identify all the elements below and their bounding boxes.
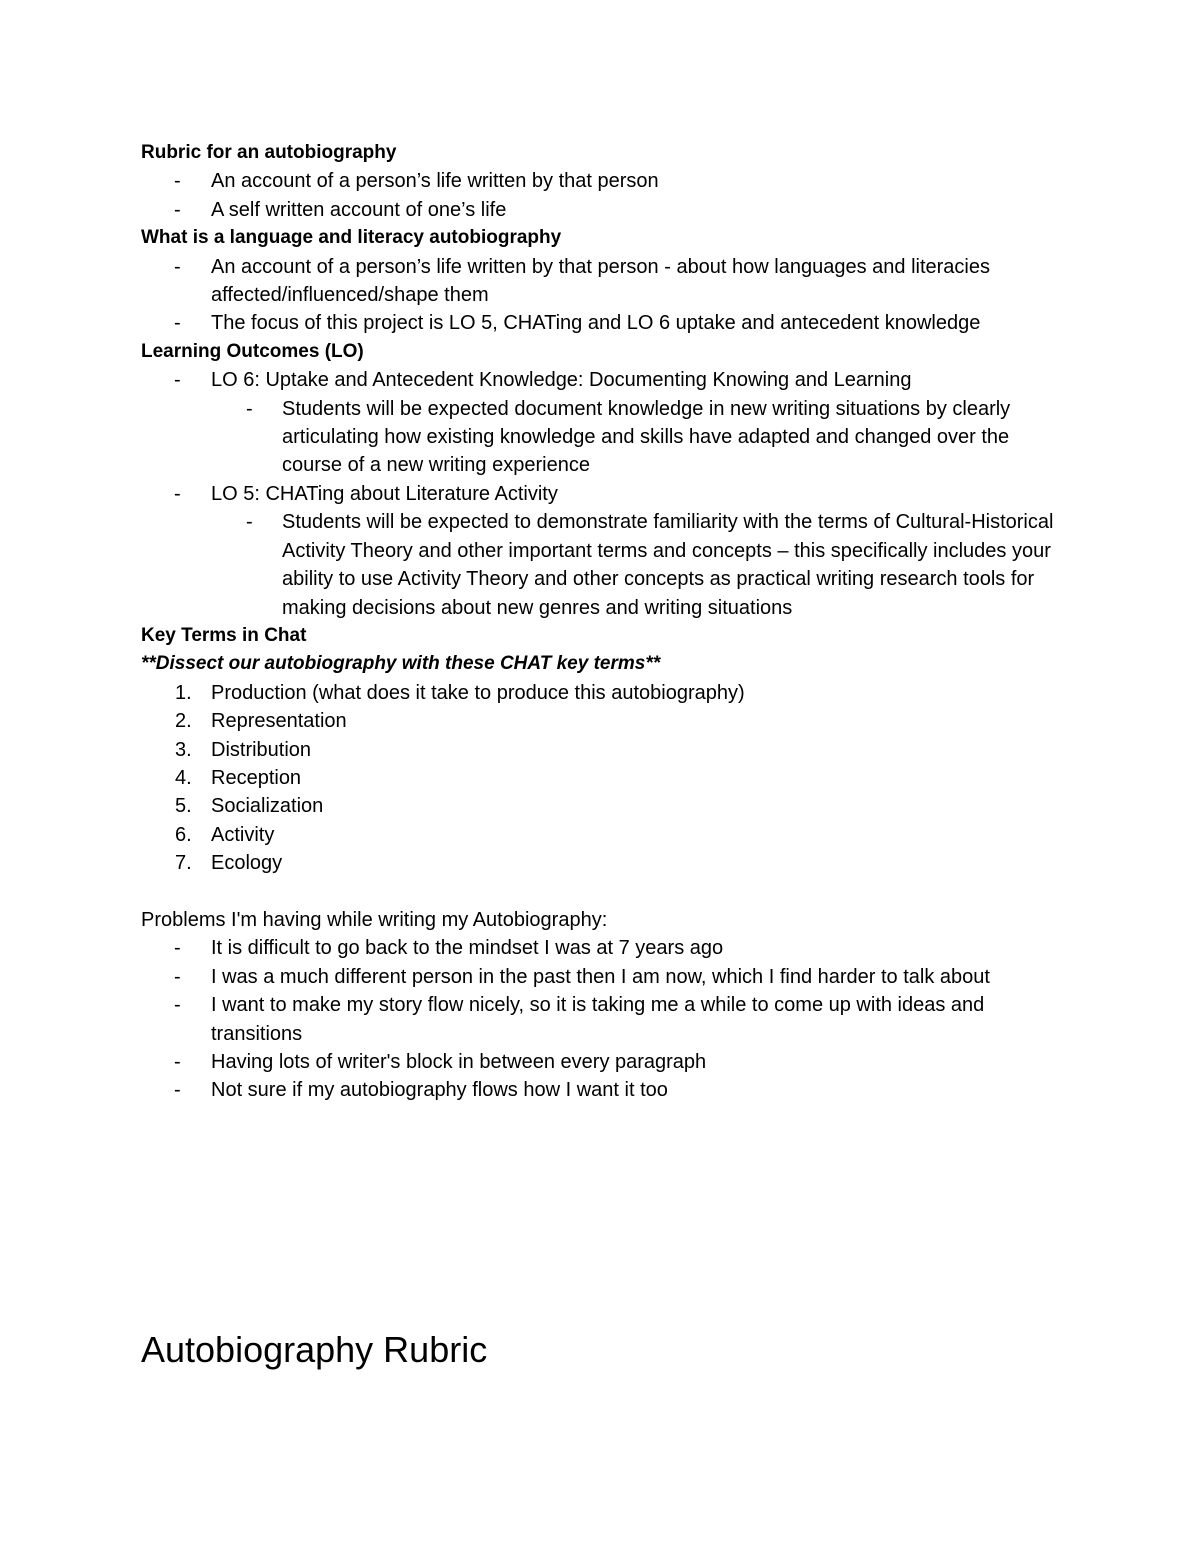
outcomes-heading: Learning Outcomes (LO) — [141, 340, 364, 362]
problems-intro: Problems I'm having while writing my Autobiography: — [141, 908, 608, 931]
problems-list — [141, 934, 1071, 1104]
list-item-lo6: - LO 6: Uptake and Antecedent Knowledge: Documenting Knowing and Learning — [141, 366, 1071, 394]
list-item: 3. Distribution — [141, 736, 1071, 764]
bullet-dash: - — [174, 170, 181, 193]
list-item: 4. Reception — [141, 764, 1071, 792]
list-item: 1. Production (what does it take to produce this autobiography) — [141, 679, 1071, 707]
document-body — [141, 139, 1071, 1105]
list-item: - It is difficult to go back to the mindset I was at 7 years ago — [141, 934, 1071, 962]
bullet-dash: - — [174, 255, 181, 278]
bullet-dash: - — [246, 511, 253, 534]
autobiography-rubric-title: Autobiography Rubric — [141, 1329, 488, 1370]
list-item: - I want to make my story flow nicely, so it is taking me a while to come up with ideas and transitions — [141, 991, 1071, 1048]
list-item-lo6-detail: - Students will be expected document knowledge in new writing situations by clearly articulating how existing knowledge and skills have adapted and changed over the course of a new writing experience — [141, 395, 1071, 480]
list-item-lo5-detail: - Students will be expected to demonstrate familiarity with the terms of Cultural-Historical Activity Theory and other important terms and concepts – this specifically includes your ability to use Activity Theory and other concepts as practical writing research tools for making decisions about new genres and writing situations — [141, 508, 1071, 622]
rubric-list — [141, 167, 1071, 224]
spacer — [141, 878, 1071, 906]
literacy-heading: What is a language and literacy autobiography — [141, 227, 562, 249]
bullet-dash: - — [174, 198, 181, 221]
key-terms-list — [141, 679, 1071, 878]
bullet-dash: - — [174, 482, 181, 505]
list-item: - Not sure if my autobiography flows how I want it too — [141, 1076, 1071, 1104]
list-number: 2. — [175, 710, 192, 733]
bullet-dash: - — [174, 1050, 181, 1073]
list-item: - Having lots of writer's block in between every paragraph — [141, 1048, 1071, 1076]
bullet-dash: - — [246, 397, 253, 420]
list-number: 4. — [175, 766, 192, 789]
bullet-dash: - — [174, 369, 181, 392]
list-item: 5. Socialization — [141, 792, 1071, 820]
list-number: 7. — [175, 852, 192, 875]
list-item: 7. Ecology — [141, 849, 1071, 877]
list-item: 2. Representation — [141, 707, 1071, 735]
bullet-dash: - — [174, 965, 181, 988]
list-number: 6. — [175, 823, 192, 846]
list-item: - The focus of this project is LO 5, CHATing and LO 6 uptake and antecedent knowledge — [141, 309, 1071, 337]
rubric-heading: Rubric for an autobiography — [141, 142, 397, 163]
bullet-dash: - — [174, 312, 181, 335]
bullet-dash: - — [174, 1079, 181, 1102]
bullet-dash: - — [174, 937, 181, 960]
literacy-list — [141, 253, 1071, 338]
list-item: - A self written account of one’s life — [141, 196, 1071, 224]
list-number: 1. — [175, 681, 192, 704]
list-item: 6. Activity — [141, 821, 1071, 849]
key-terms-heading: Key Terms in Chat — [141, 624, 307, 646]
bullet-dash: - — [174, 994, 181, 1017]
list-item-lo5: - LO 5: CHATing about Literature Activity — [141, 480, 1071, 508]
key-terms-subtitle: **Dissect our autobiography with these CHAT key terms** — [141, 653, 661, 675]
list-number: 5. — [175, 795, 192, 818]
list-number: 3. — [175, 738, 192, 761]
list-item: - An account of a person’s life written by that person — [141, 167, 1071, 195]
list-item: - An account of a person’s life written by that person - about how languages and literacies affected/influenced/shape them — [141, 253, 1071, 310]
outcomes-list — [141, 366, 1071, 622]
list-item: - I was a much different person in the past then I am now, which I find harder to talk about — [141, 963, 1071, 991]
